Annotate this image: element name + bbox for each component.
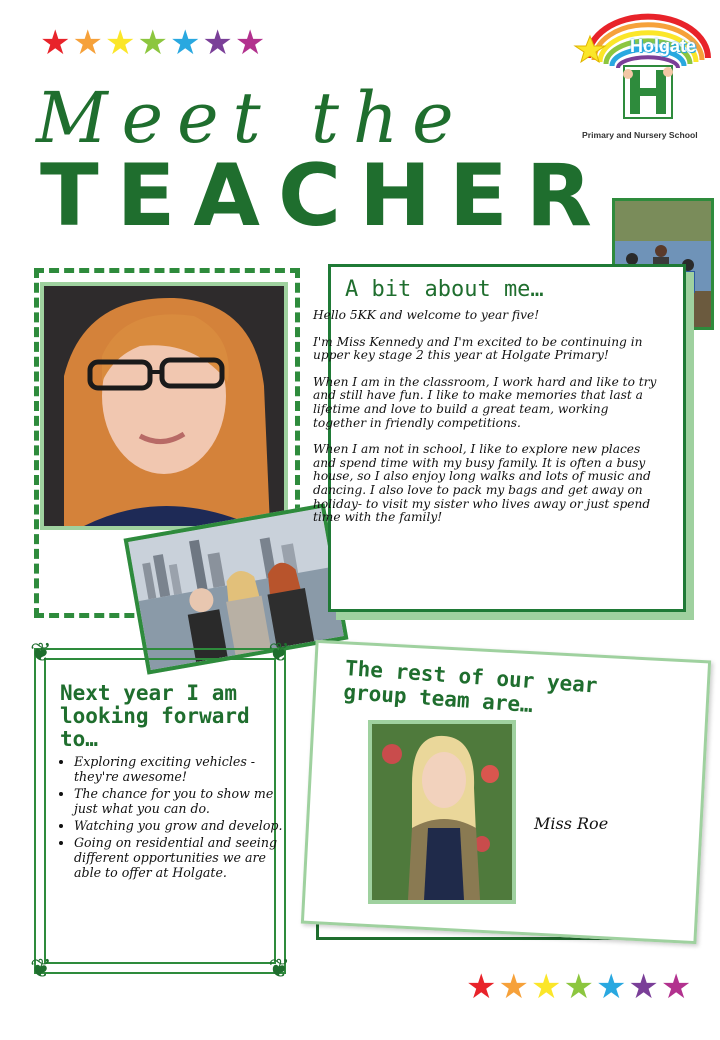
star-icon: ★: [498, 967, 529, 1007]
about-paragraph: Hello 5KK and welcome to year five!: [313, 308, 540, 322]
list-item: • Exploring exciting vehicles - they're awesome!: [74, 754, 292, 784]
list-item: • The chance for you to show me just what you can do.: [74, 786, 292, 816]
star-icon: ★: [202, 23, 233, 63]
rainbow-logo-icon: [568, 10, 714, 130]
flourish-icon: ❦: [30, 954, 52, 984]
next-year-heading: Next year I am looking forward to…: [60, 681, 250, 751]
school-logo: [568, 10, 714, 140]
team-heading: The rest of our year group team are…: [342, 656, 599, 718]
star-icon: ★: [40, 23, 71, 63]
title-meet-the: Meet the: [36, 77, 468, 159]
team-member-name: Miss Roe: [534, 814, 609, 833]
star-icon: ★: [628, 967, 659, 1007]
about-me-box: [313, 264, 686, 612]
flourish-icon: ❦: [268, 954, 290, 984]
star-icon: ★: [72, 23, 103, 63]
logo-subtitle: Primary and Nursery School: [582, 130, 698, 140]
star-icon: ★: [137, 23, 168, 63]
star-icon: ★: [530, 967, 562, 1007]
list-item: • Going on residential and seeing different opportunities we are able to offer at Holgate.: [74, 835, 292, 880]
logo-name: Holgate: [630, 36, 697, 56]
stars-bottom: [466, 967, 692, 1007]
star-icon: ★: [563, 967, 594, 1007]
star-icon: ★: [466, 967, 497, 1007]
photo-miss-roe: [368, 720, 516, 904]
title-teacher: TEACHER: [40, 146, 611, 246]
star-icon: ★: [169, 23, 201, 63]
stars-top: [40, 23, 266, 63]
flourish-icon: ❦: [30, 638, 52, 668]
star-icon: ★: [104, 23, 136, 63]
next-year-list: [52, 754, 292, 882]
about-heading: A bit about me…: [345, 277, 544, 302]
about-paragraph: I'm Miss Kennedy and I'm excited to be continuing in upper key stage 2 this year at Holgate Primary!: [313, 334, 643, 363]
star-icon: ★: [660, 967, 692, 1007]
star-icon: ★: [595, 967, 627, 1007]
flourish-icon: ❦: [268, 638, 290, 668]
star-icon: ★: [234, 23, 266, 63]
about-paragraph: When I am in the classroom, I work hard and like to try and still have fun. I like to make memories that last a lifetime and love to build a great team, working together in friendly competitions.: [313, 374, 657, 430]
about-text: [313, 309, 663, 538]
list-item: • Watching you grow and develop.: [74, 818, 292, 833]
photo-teacher: [40, 282, 288, 530]
about-paragraph: When I am not in school, I like to explore new places and spend time with my busy family. It is often a busy house, so I also enjoy long walks and lots of music and dancing. I also love to pack my bags and get away on holiday- to visit my sister who lives away or just spend time with the family!: [313, 442, 651, 525]
